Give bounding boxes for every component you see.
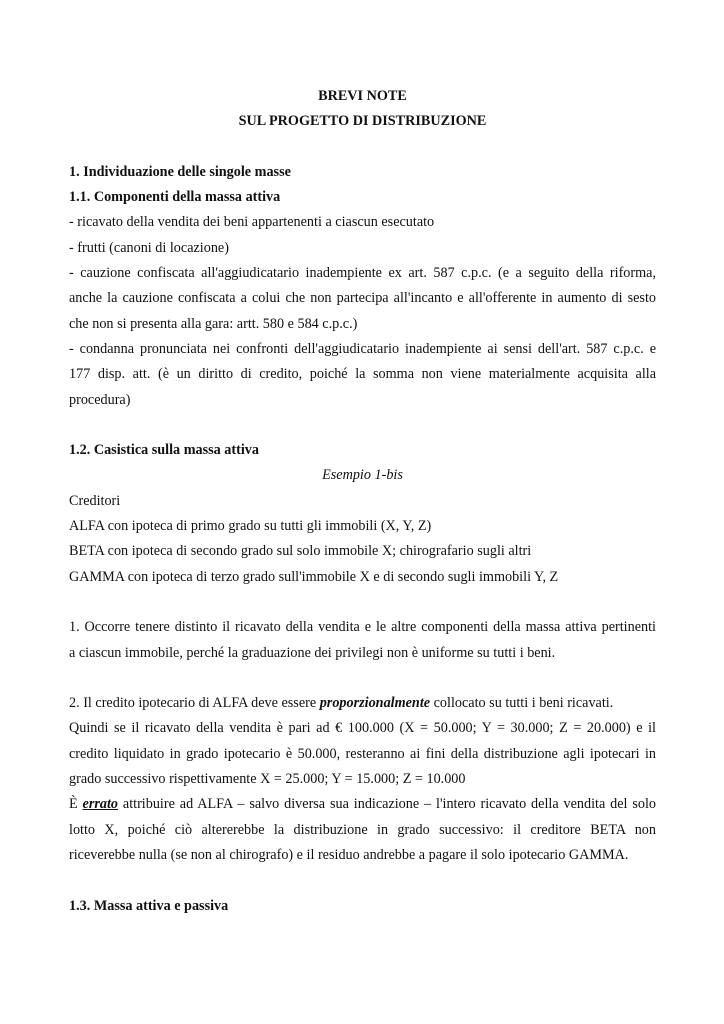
paragraph-2-line-7: riceverebbe nulla (se non al chirografo) e il residuo andrebbe a pagare il solo ipotecario GAMMA. xyxy=(69,846,629,863)
document-subtitle: SUL PROGETTO DI DISTRIBUZIONE xyxy=(238,113,487,130)
spacer xyxy=(69,135,656,160)
document-title: BREVI NOTE xyxy=(318,88,407,104)
document-page xyxy=(69,84,656,919)
paragraph-2-line-6: lotto X, poiché ciò altererebbe la distribuzione in grado successivo: il creditore BETA non xyxy=(69,821,656,838)
paragraph-2-text: collocato su tutti i beni ricavati. xyxy=(430,695,614,712)
paragraph-1-line-1: 1. Occorre tenere distinto il ricavato della vendita e le altre componenti della massa attiva pertinenti xyxy=(69,619,656,636)
paragraph-2-line-3: credito liquidato in grado ipotecario è 50.000, resteranno ai fini della distribuzione agli ipotecari in xyxy=(69,745,656,762)
list-item-condanna-line-3: procedura) xyxy=(69,391,131,408)
spacer xyxy=(69,666,656,691)
section-heading-1: 1. Individuazione delle singole masse xyxy=(69,163,291,180)
list-item-condanna-line-2: 177 disp. att. (è un diritto di credito, poiché la somma non viene materialmente acquisita alla xyxy=(69,366,656,383)
paragraph-2-line-2: Quindi se il ricavato della vendita è pari ad € 100.000 (X = 50.000; Y = 30.000; Z = 20.000) e il xyxy=(69,720,656,737)
emphasis-proporzionalmente: proporzionalmente xyxy=(319,695,431,712)
paragraph-2-line-5 xyxy=(69,792,656,817)
emphasis-errato: errato xyxy=(82,796,119,813)
list-item-cauzione-line-3: che non si presenta alla gara: artt. 580 e 584 c.p.c.) xyxy=(69,315,358,332)
paragraph-2-text: 2. Il credito ipotecario di ALFA deve essere xyxy=(69,695,320,712)
paragraph-1-line-2: a ciascun immobile, perché la graduazione dei privilegi non è uniforme su tutti i beni. xyxy=(69,644,556,661)
section-heading-1-2: 1.2. Casistica sulla massa attiva xyxy=(69,442,259,459)
list-item-condanna-line-1: - condanna pronunciata nei confronti dell'aggiudicatario inadempiente ai sensi dell'art. 587 c.p.c. e xyxy=(69,340,656,357)
spacer xyxy=(69,868,656,893)
list-item-ricavato: - ricavato della vendita dei beni appartenenti a ciascun esecutato xyxy=(69,214,435,231)
list-item-frutti: - frutti (canoni di locazione) xyxy=(69,239,229,256)
paragraph-2-text: attribuire ad ALFA – salvo diversa sua indicazione – l'intero ricavato della vendita del solo xyxy=(118,796,656,813)
paragraph-2-line-1 xyxy=(69,691,656,716)
section-heading-1-1: 1.1. Componenti della massa attiva xyxy=(69,189,281,206)
spacer xyxy=(69,413,656,438)
list-item-cauzione-line-1: - cauzione confiscata all'aggiudicatario inadempiente ex art. 587 c.p.c. (e a seguito della riforma, xyxy=(69,265,656,282)
creditor-gamma: GAMMA con ipoteca di terzo grado sull'immobile X e di secondo sugli immobili Y, Z xyxy=(69,568,559,585)
creditor-alfa: ALFA con ipoteca di primo grado su tutti gli immobili (X, Y, Z) xyxy=(69,518,432,535)
creditors-label: Creditori xyxy=(69,492,121,509)
spacer xyxy=(69,590,656,615)
creditor-beta: BETA con ipoteca di secondo grado sul solo immobile X; chirografario sugli altri xyxy=(69,543,532,560)
example-title: Esempio 1-bis xyxy=(322,467,403,484)
paragraph-2-text: È xyxy=(69,796,83,813)
section-heading-1-3: 1.3. Massa attiva e passiva xyxy=(69,897,229,914)
list-item-cauzione-line-2: anche la cauzione confiscata a colui che non partecipa all'incanto e all'offerente in aumento di sesto xyxy=(69,290,656,307)
paragraph-2-line-4: grado successivo rispettivamente X = 25.000; Y = 15.000; Z = 10.000 xyxy=(69,771,466,788)
